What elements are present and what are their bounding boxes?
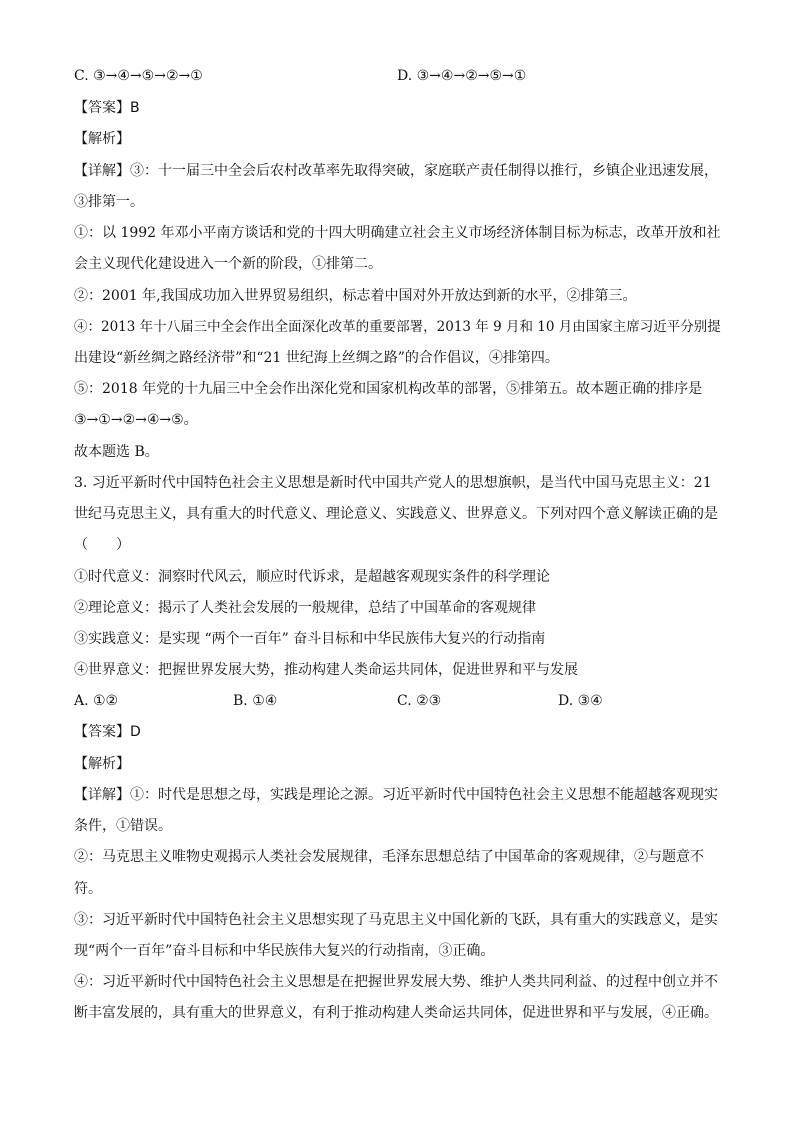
explanation-line: ③排第一。 (74, 194, 144, 210)
explanation-line: ①：以 1992 年邓小平南方谈话和党的十四大明确建立社会主义市场经济体制目标为标志，改革开放和社 (74, 225, 721, 241)
conclusion-line: 故本题选 B。 (74, 444, 159, 460)
answer-label: 【答案】D (74, 724, 141, 740)
question-stem: 世纪马克思主义，具有重大的时代意义、理论意义、实践意义、世界意义。下列对四个意义解读正确的是 (74, 506, 718, 522)
option-b: B. ①④ (233, 693, 278, 709)
explanation-line: 断丰富发展的，具有重大的世界意义，有利于推动构建人类命运共同体，促进世界和平与发展，④正确。 (74, 1005, 718, 1021)
explanation-line: 符。 (74, 881, 102, 897)
option-c: C. ③→④→⑤→②→① (74, 68, 203, 84)
explanation-line: 【详解】①：时代是思想之母，实践是理论之源。习近平新时代中国特色社会主义思想不能超越客观现实 (74, 787, 718, 803)
option-d: D. ③④ (558, 693, 603, 709)
explanation-line: 会主义现代化建设进入一个新的阶段，①排第二。 (74, 256, 382, 272)
explanation-line: ②：马克思主义唯物史观揭示人类社会发展规律，毛泽东思想总结了中国革命的客观规律，②与题意不 (74, 849, 704, 865)
option-d: D. ③→④→②→⑤→① (397, 68, 527, 84)
statement-item: ②理论意义：揭示了人类社会发展的一般规律，总结了中国革命的客观规律 (74, 600, 536, 616)
analysis-label: 【解析】 (74, 756, 130, 772)
option-c: C. ②③ (397, 693, 442, 709)
answer-label: 【答案】B (74, 100, 140, 116)
option-a: A. ①② (74, 693, 119, 709)
option-row-top (0, 66, 794, 86)
explanation-line: ②：2001 年,我国成功加入世界贸易组织，标志着中国对外开放达到新的水平，②排第三。 (74, 288, 637, 304)
statement-item: ③实践意义：是实现 “两个一百年” 奋斗目标和中华民族伟大复兴的行动指南 (74, 631, 546, 647)
statement-item: ④世界意义：把握世界发展大势，推动构建人类命运共同体，促进世界和平与发展 (74, 662, 578, 678)
explanation-line: 出建设“新丝绸之路经济带”和“21 世纪海上丝绸之路”的合作倡议，④排第四。 (74, 350, 559, 366)
analysis-label: 【解析】 (74, 131, 130, 147)
explanation-line: ④：2013 年十八届三中全会作出全面深化改革的重要部署，2013 年 9 月和 10 月由国家主席习近平分别提 (74, 319, 721, 335)
explanation-line: 现“两个一百年”奋斗目标和中华民族伟大复兴的行动指南，③正确。 (74, 943, 495, 959)
question-stem: 3. 习近平新时代中国特色社会主义思想是新时代中国共产党人的思想旗帜，是当代中国马克思主义：21 (74, 475, 712, 491)
explanation-line: ④：习近平新时代中国特色社会主义思想是在把握世界发展大势、维护人类共同利益、的过程中创立并不 (74, 974, 718, 990)
explanation-line: ③：习近平新时代中国特色社会主义思想实现了马克思主义中国化新的飞跃，具有重大的实践意义，是实 (74, 912, 718, 928)
explanation-line: ⑤：2018 年党的十九届三中全会作出深化党和国家机构改革的部署，⑤排第五。故本题正确的排序是 (74, 381, 703, 397)
explanation-line: ③→①→②→④→⑤。 (74, 412, 198, 428)
option-row (0, 691, 794, 711)
statement-item: ①时代意义：洞察时代风云，顺应时代诉求，是超越客观现实条件的科学理论 (74, 569, 550, 585)
explanation-line: 条件，①错误。 (74, 818, 172, 834)
explanation-line: 【详解】③：十一届三中全会后农村改革率先取得突破，家庭联产责任制得以推行，乡镇企业迅速发展， (74, 163, 718, 179)
question-stem: （ ） (74, 537, 130, 553)
